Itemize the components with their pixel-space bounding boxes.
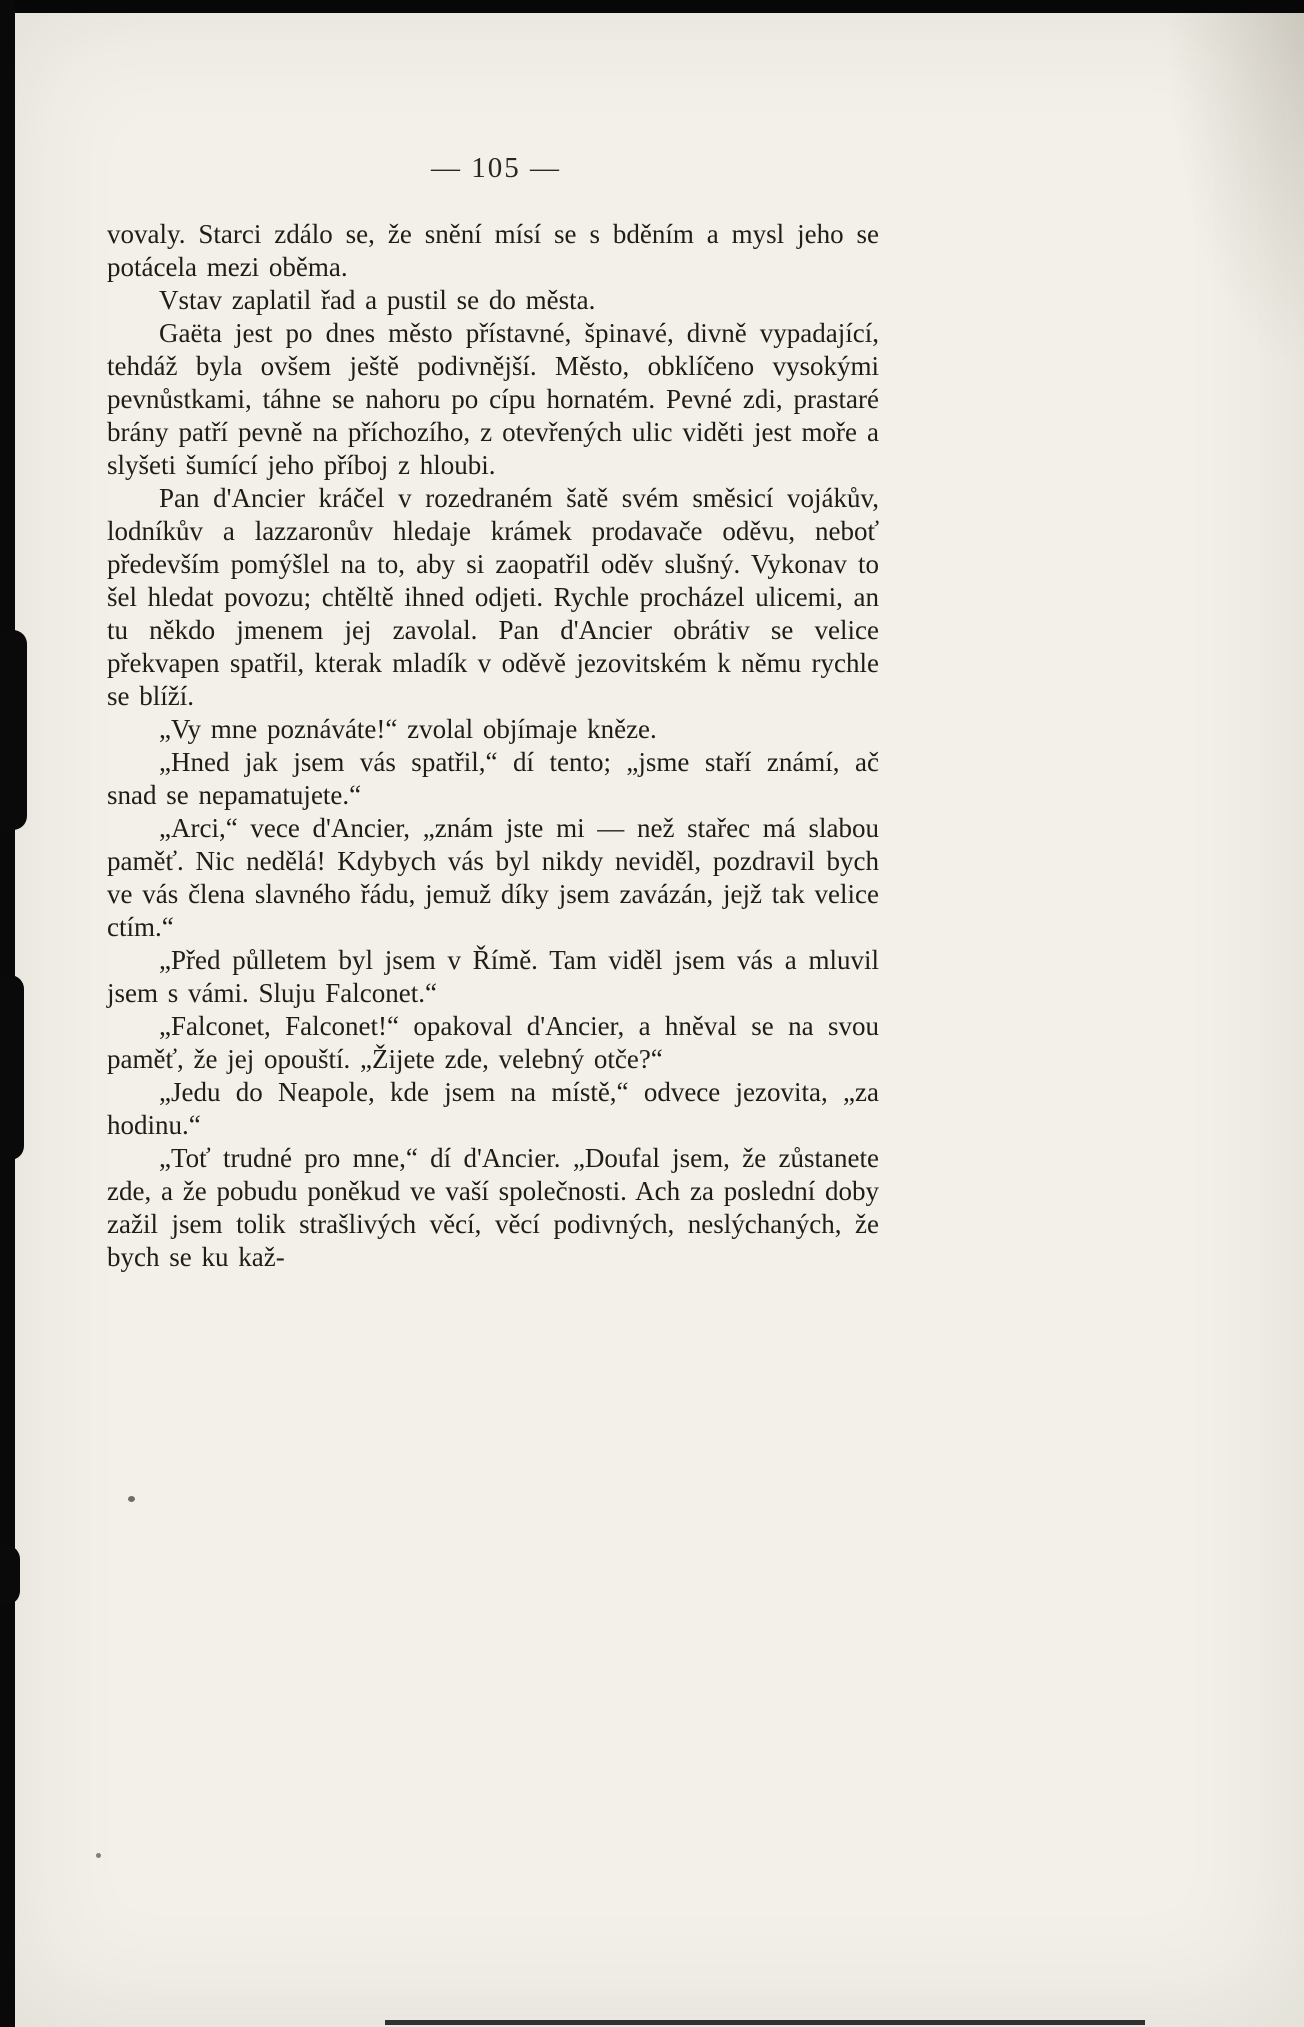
paragraph: „Toť trudné pro mne,“ dí d'Ancier. „Doufal jsem, že zůstanete zde, a že pobudu poněkud ve vaší společnosti. Ach za poslední doby zažil jsem tolik strašlivých věcí, věcí podivných, neslýchaných, že bych se ku kaž- [107, 1143, 879, 1272]
paragraph: „Jedu do Neapole, kde jsem na místě,“ odvece jezovita, „za hodinu.“ [107, 1077, 879, 1140]
scan-artifact [0, 1545, 20, 1605]
paragraph: vovaly. Starci zdálo se, že snění mísí se s bděním a mysl jeho se potácela mezi oběma. [107, 219, 879, 282]
paragraph: Gaëta jest po dnes město přístavné, špinavé, divně vypadající, tehdáž byla ovšem ještě podivnější. Město, obklíčeno vysokými pevnůstkami, táhne se nahoru po cípu hornatém. Pevné zdi, prastaré brány patří pevně na příchozího, z otevřených ulic viděti jest moře a slyšeti šumící jeho příboj z hloubi. [107, 318, 879, 480]
scan-edge-top [0, 0, 1304, 13]
scan-shading [1164, 13, 1304, 373]
page-number: — 105 — [431, 152, 561, 184]
paragraph: „Před půlletem byl jsem v Římě. Tam viděl jsem vás a mluvil jsem s vámi. Sluju Falconet.“ [107, 945, 879, 1008]
paragraph: „Hned jak jsem vás spatřil,“ dí tento; „jsme staří známí, ač snad se nepamatujete.“ [107, 747, 879, 810]
paragraph: Vstav zaplatil řad a pustil se do města. [159, 285, 596, 315]
scan-artifact [0, 975, 24, 1160]
text-block [107, 218, 879, 1274]
paragraph: „Arci,“ vece d'Ancier, „znám jste mi — než stařec má slabou paměť. Nic nedělá! Kdybych vás byl nikdy neviděl, pozdravil bych ve vás člena slavného řádu, jemuž díky jsem zavázán, jejž tak velice ctím.“ [107, 813, 879, 942]
paragraph: „Vy mne poznáváte!“ zvolal objímaje kněze. [159, 714, 657, 744]
scan-speck [128, 1496, 135, 1502]
scan-artifact [0, 630, 27, 830]
paragraph: Pan d'Ancier kráčel v rozedraném šatě svém směsicí vojákův, lodníkův a lazzaronův hledaje krámek prodavače oděvu, neboť především pomýšlel na to, aby si zaopatřil oděv slušný. Vykonav to šel hledat povozu; chtěltě ihned odjeti. Rychle procházel ulicemi, an tu někdo jmenem jej zavolal. Pan d'Ancier obrátiv se velice překvapen spatřil, kterak mladík v oděvě jezovitském k němu rychle se blíží. [107, 483, 879, 711]
paragraph: „Falconet, Falconet!“ opakoval d'Ancier, a hněval se na svou paměť, že jej opouští. „Žijete zde, velebný otče?“ [107, 1011, 879, 1074]
scan-edge-bottom [385, 2020, 1145, 2025]
scan-speck [96, 1853, 101, 1858]
